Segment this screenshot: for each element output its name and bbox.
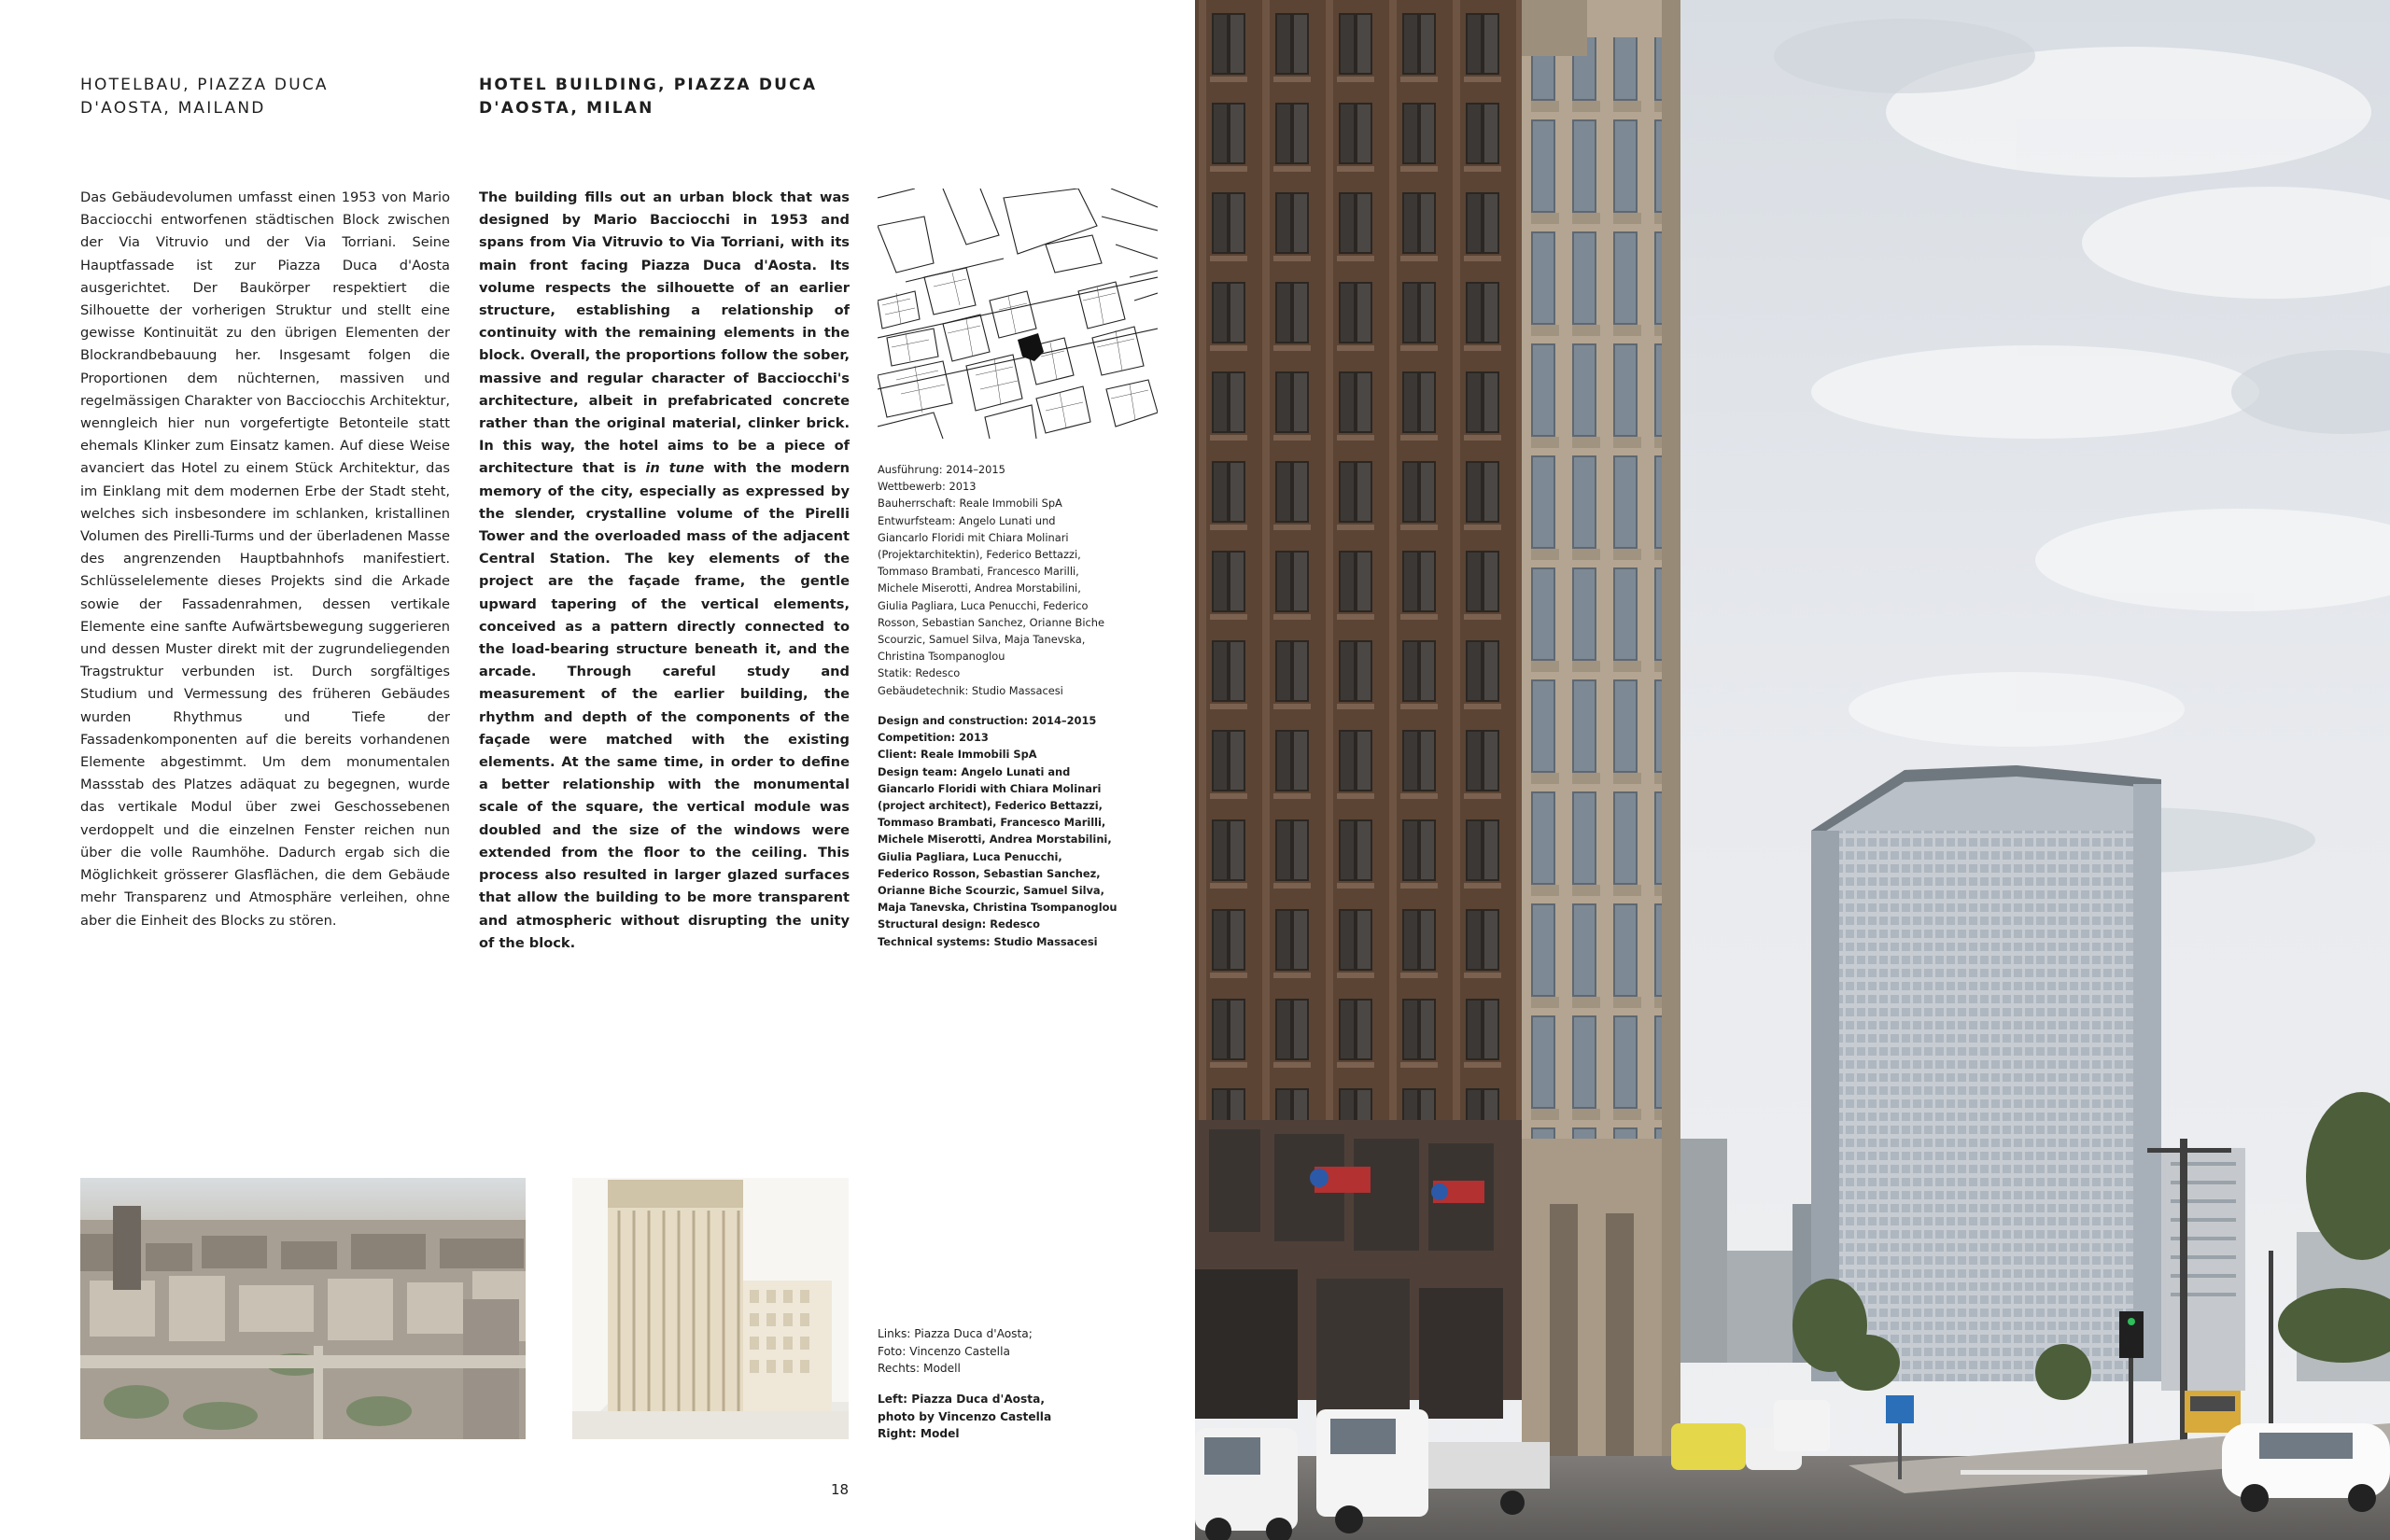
heading-en: HOTEL BUILDING, PIAZZA DUCA D'AOSTA, MILAN	[479, 76, 818, 118]
credits-de: Ausführung: 2014–2015 Wettbewerb: 2013 Bauherrschaft: Reale Immobili SpA Entwurfsteam: Angelo Lunati und Giancarlo Floridi mit Chiara Molinari (Projektarchitektin), Federico Bettazzi, Tommaso Brambati, Francesco Marilli, Michele Miserotti, Andrea Morstabilini, Giulia Pagliara, Luca Penucchi, Federico Rosson, Sebastian Sanchez, Orianne Biche Scourzic, Samuel Silva, Maja Tanevska, Christina Tsompanoglou Statik: Redesco Gebäudetechnik: Studio Massacesi	[878, 463, 1104, 697]
hotel-facade-street-photo	[1195, 0, 2390, 1540]
body-text-en	[479, 187, 850, 955]
site-plan	[878, 189, 1158, 439]
body-text-en-part2: with the modern memory of the city, especially as expressed by the slender, crystalline volume of the Pirelli Tower and the overloaded mass of the adjacent Central Station. The key elements of the project are the façade frame, the gentle upward tapering of the vertical elements, conceived as a pattern directly connected to the load-bearing structure beneath it, and the arcade. Through careful study and measurement of the earlier building, the rhythm and depth of the components of the façade were matched with the existing elements. At the same time, in order to define a better relationship with the monumental scale of the square, the vertical module was doubled and the size of the windows were extended from the floor to the ceiling. This process also resulted in larger glazed surfaces that allow the building to be more transparent and atmospheric without disrupting the unity of the block.	[479, 460, 850, 951]
heading-de: HOTELBAU, PIAZZA DUCA D'AOSTA, MAILAND	[80, 76, 329, 118]
model-photo	[572, 1178, 849, 1439]
caption-de: Links: Piazza Duca d'Aosta; Foto: Vincenzo Castella Rechts: Modell	[878, 1327, 1033, 1375]
caption-en: Left: Piazza Duca d'Aosta, photo by Vincenzo Castella Right: Model	[878, 1393, 1052, 1440]
body-text-en-part1: The building fills out an urban block that was designed by Mario Bacciocchi in 1953 and spans from Via Vitruvio to Via Torriani, with its main front facing Piazza Duca d'Aosta. Its volume respects the silhouette of an earlier structure, establishing a relationship of continuity with the remaining elements in the block. Overall, the proportions follow the sober, massive and regular character of Bacciocchi's architecture, albeit in prefabricated concrete rather than the original material, clinker brick. In this way, the hotel aims to be a piece of architecture that is	[479, 189, 850, 477]
main-photo	[1195, 0, 2390, 1540]
aerial-photo	[80, 1178, 526, 1439]
credits-en: Design and construction: 2014–2015 Competition: 2013 Client: Reale Immobili SpA Design team: Angelo Lunati and Giancarlo Floridi with Chiara Molinari (project architect), Federico Bettazzi, Tommaso Brambati, Francesco Marilli, Michele Miserotti, Andrea Morstabilini, Giulia Pagliara, Luca Penucchi, Federico Rosson, Sebastian Sanchez, Orianne Biche Scourzic, Samuel Silva, Maja Tanevska, Christina Tsompanoglou Structural design: Redesco Technical systems: Studio Massacesi	[878, 714, 1118, 948]
page-number: 18	[831, 1481, 850, 1498]
project-site-marker	[1018, 333, 1044, 361]
architectural-model-photo	[572, 1178, 849, 1439]
site-plan-drawing	[878, 189, 1158, 439]
body-text-en-italic: in tune	[645, 460, 705, 477]
body-text-de: Das Gebäudevolumen umfasst einen 1953 von Mario Bacciocchi entworfenen städtischen Block zwischen der Via Vitruvio und der Via Torriani. Seine Hauptfassade ist zur Piazza Duca d'Aosta ausgerichtet. Der Baukörper respektiert die Silhouette der vorherigen Struktur und stellt eine gewisse Kontinuität zu den übrigen Elementen der Blockrandbebauung her. Insgesamt folgen die Proportionen dem nüchternen, massiven und regelmässigen Charakter von Bacciocchis Architektur, wenngleich hier nun vorgefertigte Betonteile statt ehemals Klinker zum Einsatz kamen. Auf diese Weise avanciert das Hotel zu einem Stück Architektur, das im Einklang mit dem modernen Erbe der Stadt steht, welches sich insbesondere im schlanken, kristallinen Volumen des Pirelli-Turms und der überladenen Masse des angrenzenden Hauptbahnhofs manifestiert. Schlüsselelemente dieses Projekts sind die Arkade sowie der Fassadenrahmen, dessen vertikale Elemente eine sanfte Aufwärtsbewegung suggerieren und dessen Muster direkt mit der zugrundeliegenden Tragstruktur verbunden ist. Durch sorgfältiges Studium und Vermessung des früheren Gebäudes wurden Rhythmus und Tiefe der Fassadenkomponenten auf die bereits vorhandenen Elemente abgestimmt. Um dem monumentalen Massstab des Platzes adäquat zu begegnen, wurde das vertikale Modul über zwei Geschossebenen verdoppelt und die einzelnen Fenster reichen nun über die volle Raumhöhe. Dadurch ergab sich die Möglichkeit grösserer Glasflächen, die dem Gebäude mehr Transparenz und Atmosphäre verleihen, ohne aber die Einheit des Blocks zu stören.	[80, 189, 450, 929]
aerial-photo-piazza-duca-daosta	[80, 1178, 526, 1439]
